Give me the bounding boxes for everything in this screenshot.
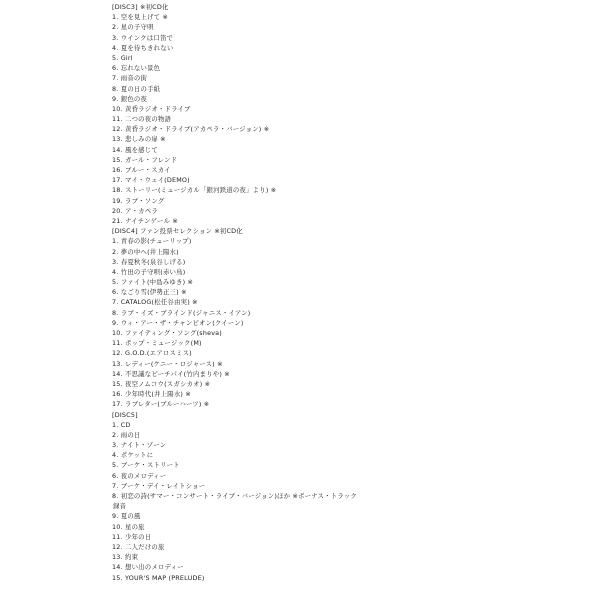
track-line: 14. 風を感じて — [112, 145, 158, 154]
track-line: 12. 黄昏ラジオ・ドライブ(アカペラ・バージョン) ※ — [112, 125, 270, 134]
track-line: 16. ブルー・スカイ — [112, 166, 171, 174]
track-line: 3. ウインクは口笛で — [112, 33, 174, 42]
track-line: 1. CD — [112, 420, 131, 429]
track-line: 18. ストーリー(ミュージカル「銀河鉄道の夜」より) ※ — [112, 186, 277, 195]
track-line: 10. 黄昏ラジオ・ドライブ — [112, 104, 191, 113]
track-line: 17. マイ・ウェイ(DEMO) — [112, 176, 190, 185]
track-line: 5. ブーケ・ストリート — [112, 461, 180, 470]
track-line: 9. 夏の風 — [112, 512, 141, 521]
track-line: 6. なごり雪(伊勢正三) ※ — [112, 288, 187, 297]
track-line: 15. 夜空ノムコウ(スガシカオ) ※ — [112, 379, 211, 388]
track-line: 11. 少年の日 — [112, 532, 152, 541]
track-line: 2. 雨の日 — [112, 430, 141, 439]
track-line: 17. ラブレター(ブルーハーツ) ※ — [112, 400, 210, 409]
track-line: 2. 星の子守唄 — [112, 23, 154, 32]
track-line: 9. 銀色の夜 — [112, 94, 148, 103]
track-line: 3. 春夏秋冬(泉谷しげる) — [112, 257, 186, 266]
track-line: 1. 空を見上げて ※ — [112, 13, 169, 22]
track-continuation: 録音 — [113, 502, 127, 511]
track-line: 11. ポップ・ミュージック(M) — [112, 339, 202, 348]
track-line: 15. ガール・フレンド — [112, 155, 178, 164]
track-line: 19. ラブ・ソング — [112, 196, 165, 205]
disc-heading: [DISC3] ※初CD化 — [112, 3, 169, 11]
tracklist — [112, 2, 592, 583]
track-line: 14. 想い出のメロディー — [112, 563, 184, 572]
track-line: 16. 少年時代(井上陽水) ※ — [112, 390, 191, 399]
track-line: 4. ポケットに — [112, 451, 154, 460]
track-line: 8. ラブ・イズ・ブラインド(ジャニス・イアン) — [112, 308, 251, 317]
track-line: 8. 夏の日の手紙 — [112, 84, 161, 93]
track-line: 6. 夜のメロディー — [112, 471, 167, 480]
track-line: 21. ナイチンゲール ※ — [112, 216, 178, 225]
track-line: 12. 二人だけの旅 — [112, 542, 165, 551]
track-line: 7. 雨音の街 — [112, 74, 148, 83]
track-line: 20. ア・カペラ — [112, 206, 158, 215]
track-line: 3. ナイト・ゾーン — [112, 441, 167, 450]
disc-heading: [DISC5] — [112, 410, 138, 419]
track-line: 7. CATALOG(松任谷由実) ※ — [112, 298, 198, 307]
track-line: 10. 星の旅 — [112, 522, 145, 531]
track-line: 11. 二つの夜の物語 — [112, 115, 172, 124]
track-line: 14. 不思議なピーチパイ(竹内まりや) ※ — [112, 369, 230, 378]
track-line: 10. ファイティング・ソング(sheva) — [112, 329, 222, 337]
track-line: 2. 夢の中へ(井上陽水) — [112, 247, 179, 256]
track-line: 9. ウィ・アー・ザ・チャンピオン(クイーン) — [112, 318, 244, 327]
track-line: 6. 忘れない景色 — [112, 64, 161, 73]
track-line: 12. G.O.D.(エアロスミス) — [112, 349, 192, 358]
track-line: 8. 初恋の詩(サマー・コンサート・ライブ・バージョン)ほか ※ボーナス・トラック — [112, 492, 357, 500]
track-line: 13. 悲しみの扉 ※ — [112, 135, 166, 144]
track-line: 4. 夏を待ちきれない — [112, 43, 174, 52]
track-line: 5. Girl — [112, 53, 133, 62]
track-line: 7. ブーケ・デイ・レイトショー — [112, 481, 206, 490]
track-line: 15. YOUR'S MAP (PRELUDE) — [112, 573, 205, 582]
track-line: 13. 約束 — [112, 553, 139, 562]
disc-heading: [DISC4] ファン投票セレクション ※初CD化 — [112, 227, 243, 236]
track-line: 4. 竹田の子守唄(赤い鳥) — [112, 267, 186, 276]
track-line: 13. レディー(ケニー・ロジャース) ※ — [112, 359, 223, 368]
track-line: 5. ファイト(中島みゆき) ※ — [112, 278, 194, 287]
track-line: 1. 青春の影(チューリップ) — [112, 237, 192, 246]
